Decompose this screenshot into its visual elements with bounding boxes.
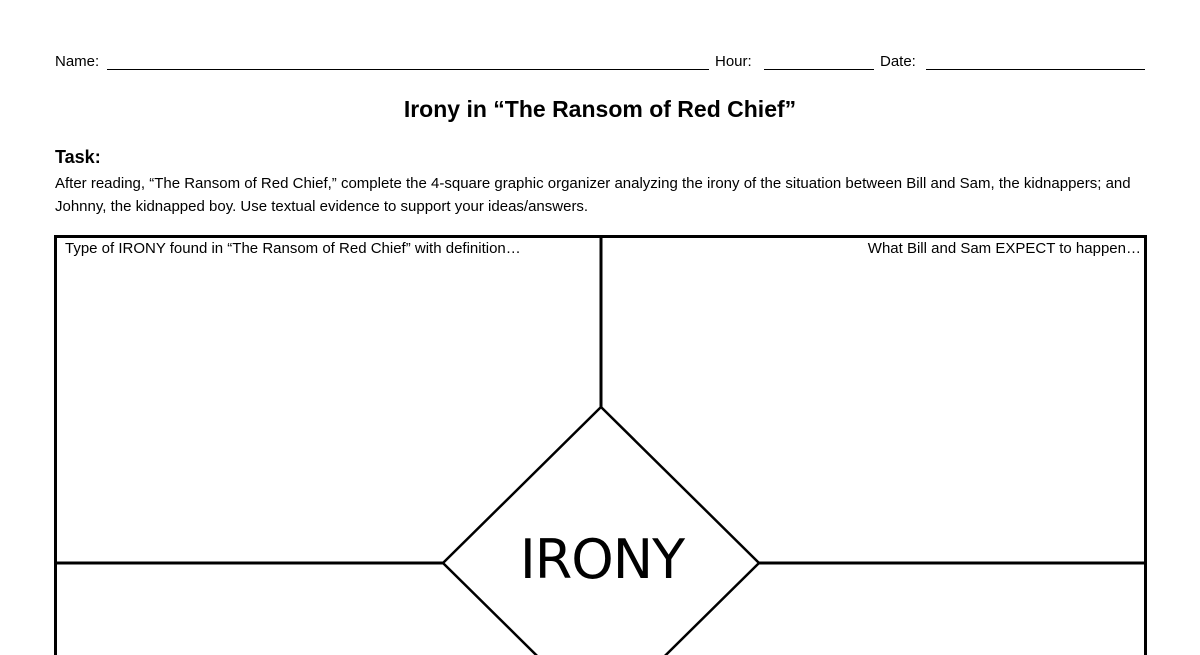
- name-field[interactable]: [107, 69, 709, 70]
- top-right-prompt: What Bill and Sam EXPECT to happen…: [868, 239, 1141, 259]
- center-label: IRONY: [442, 525, 762, 595]
- four-square-organizer: [54, 235, 1147, 655]
- task-instructions: After reading, “The Ransom of Red Chief,” complete the 4-square graphic organizer analyzing the irony of the situation between Bill and Sam, the kidnappers; and Johnny, the kidnapped boy. Use textual evidence to support your ideas/answers.: [55, 172, 1147, 218]
- hour-field[interactable]: [764, 69, 874, 70]
- top-left-prompt: Type of IRONY found in “The Ransom of Red Chief” with definition…: [65, 239, 521, 259]
- hour-label: Hour:: [715, 52, 752, 72]
- page-title: Irony in “The Ransom of Red Chief”: [0, 94, 1200, 124]
- date-field[interactable]: [926, 69, 1145, 70]
- student-info-line: [55, 52, 1147, 74]
- task-heading: Task:: [55, 146, 101, 168]
- date-label: Date:: [880, 52, 916, 72]
- name-label: Name:: [55, 52, 99, 72]
